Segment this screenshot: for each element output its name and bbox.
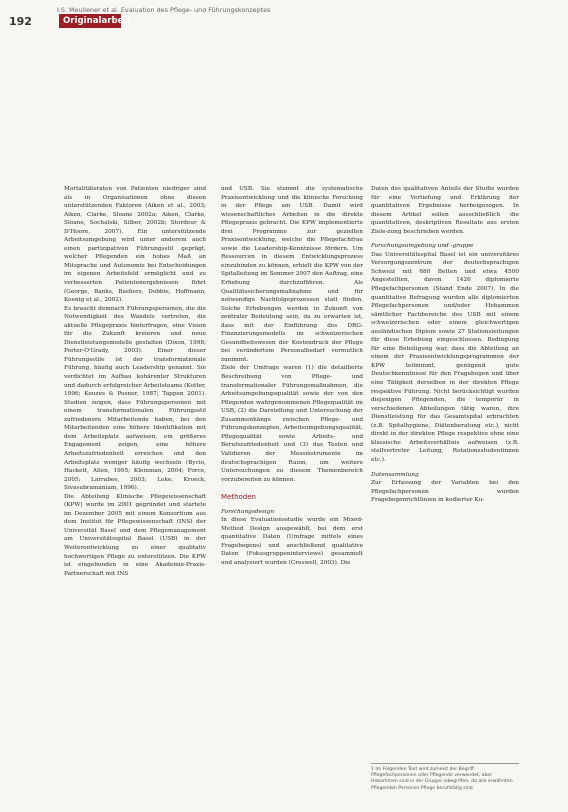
subheading-data-collection: Datensammlung (371, 471, 419, 478)
text-column-2 (221, 185, 363, 810)
paragraph: Mortalitätsraten von Patienten niedriger sind als in Organisationen ohne diesen unterstützenden Faktoren (Aiken et al., 2003; Aiken, Clarke, Sloane 2002a; Aiken, Clarke, Sloane, Sochalski, Silber, 2002b; Stordeur & D'Hoore, 2007). Ein unterstützende Arbeitsumgebung wird unter anderem auch einen partizipativen Führungsstil geprägt, welcher Pflegenden ein hohes Maß an Mitsprache und Autonomie bei Entscheidungen im eigenen Arbeitsfeld ermöglicht und zu verbesserten Patientenergebnissen führt (George, Banks, Bashers, Dobbie, Hoffmann, Koenig et al., 2002). (64, 186, 206, 304)
paragraph: In diese Evaluationsstudie wurde ein Mixed-Method Design ausgewählt, bei dem erst quantitative Daten (Umfrage mittels eines Fragebogens) und anschließend qualitative Daten (Fokusgruppeninterviews) gesammelt und analysiert wurden (Creswell, 2003). Die (221, 517, 363, 566)
subheading-research-design: Forschungsdesign (221, 508, 275, 515)
running-head: I.S. Meullener et al. Evaluation des Pflege- und Führungskonzeptes (57, 6, 271, 14)
paragraph: Daten des qualitativen Anteils der Studie wurden für eine Vertiefung und Erklärung der quantitativen Ergebnisse herbeigezogen. In diesem Artikel sollen ausschließlich die quantitativen, deskriptiven Resultate aus ersten Ziele-zung beschrieben werden. (371, 186, 519, 235)
text-column-3 (371, 185, 519, 765)
paragraph: Ziele der Umfrage waren (1) die detaillierte Beschreibung von Pflege- und transformationaler Führungsmaßnahmen, die Arbeitsumgebungsqualität sowie der von den Pflegenden wahrgenommenen Pflegequalität im USB, (2) die Darstellung und Untersuchung der Zusammenhänge zwischen Pflege- und Führungskonzepten, Arbeitsumgebungsqualität, Pflegequalität sowie Arbeits- und Berufszufriedenheit und (3) das Testen und Validieren der Messinstrumente im deutschsprachigen Raum, um weitere Untersuchungen zu diesem Themenbereich vorzubereiten zu können. (221, 365, 363, 483)
text-column-1 (64, 185, 206, 810)
page-number: 192 (9, 15, 32, 28)
paragraph: Zur Erfassung der Variablen bei den Pflegefachpersonen wurden Fragebogenrichtlinien in kodierter Ku- (371, 480, 519, 504)
section-heading-methods: Methoden (221, 493, 256, 502)
subheading-setting: Forschungsumgebung und -gruppe (371, 243, 474, 250)
paragraph: Die Abteilung Klinische Pflegewissenschaft (KPW) wurde im 2001 gegründet und startete im Dezember 2005 mit einem Konsortium aus dem Institut für Pflegewissenschaft (INS) der Universität Basel und dem Pflegemanagement am Universitätsspital Basel (USB) in der Weiterentwicklung zu einer qualitativ hochwertigen Pflege zu unterstützen. Die KPW ist eingebunden in eine Akademie-Praxis-Partnerschaft mit INS (64, 493, 206, 577)
paragraph: Das Universitätsspital Basel ist ein universitäres Versorgungszentrum der deutschsprachigen Schweiz mit 680 Betten und etwa 4500 Angestellten, davon 1426 diplomierte Pflegefachpersonen (Stand Ende 2007). In die quantitative Befragung wurden alle diplomierten Pflegefachpersonen und/oder Hebammen sämtlicher Fachbereiche des USB mit einem schweizerischen oder einem gleichwertigen ausländischen Diplom sowie 27 Stationsleitungen für diese Erhebung eingeschlossen. Bedingung für eine Beteiligung war, dass die Abteilung an einem der Praxisentwicklungsprogrammen der KPW teilnimmt, genügend gute Deutschkenntnisse für den Fragebogen und über eine Tätigkeit derselben in der direkten Pflege respektive Führung. Nicht berücksichtigt wurden diejenigen Pflegenden, die temporär in verschiedenen Abteilungen tätig waren, ihre Dienstleistung für das Gesamtspital erbrachten (z.B. Spitalhygiene, Diätenberatung etc.), nicht direkt in der direkten Pflege respektive ohne eine klassische Arbeitsverhältnis aufweisen (z.B. stellvertreter Leitung, Rotationsstudentinnen etc.). (371, 251, 519, 463)
paragraph: Es braucht demnach Führungspersonen, die die Notwendigkeit des Wandels vertreten, die aktuelle Pflegepraxis hinterfragen, eine Vision für die Zukunft kreieren und neue Dienstleistungsmodelle gestalten (Dixon, 1998; Porter-O'Grady, 2003). Einer dieser Führungsstile ist der transformationale Führung, häufig auch Leadership genannt. Sie verdichtet im Aufbau kohärenter Strukturen und dadurch erfolgreicher Arbeitsteams (Kotter, 1996; Kouzes & Posner, 1987; Tappen 2001). Studien zeigen, dass Führungspersonen mit einem transformationalen Führungsstil zufriedenere Mitarbeitende haben, bei den Mitarbeitenden eine höhere Identifikation mit dem Arbeitsplatz aufweisen, ein größeres Engagement zeigen, eine höhere Arbeitszufriedenheit erreichen und den Arbeitsplatz weniger häufig wechseln (Bycio, Hackett, Allen, 1995; Kleinman, 2004; Force, 2005; Larrabee, 2003; Loke, Kroeck, Sivasubramaniam, 1996). (64, 305, 206, 492)
section-label: Originalarbeit (59, 14, 121, 28)
paragraph: und USB. Sie stemmt die systematische Praxisentwicklung und die klinische Forschung in der Pflege am USB. Damit wird wissenschaftliches Arbeiten in die direkte Pflegepraxis gebracht. Die KPW implementierte drei Programme zur gezielten Praxisentwicklung, welche die Pflegefachfrau sowie die Leadership-Kenntnisse fördern. Um Ressourcen in diesem Entwicklungsprozess einzubinden zu können, erhielt die KPW von der Spitalleitung im Sommer 2007 den Auftrag, eine Erhebung durchzuführen. Als Qualitätssicherungsmaßnahme und für notwendige Nachfolgeprozessen statt finden. Solche Erhebungen werden in Zukunft von zentraler Bedeutung sein, da zu erwarten ist, dass mit der Einführung des DRG-Finanzierungsmodells im schweizerischen Gesundheitswesen der Kostendruck der Pflege bei verändertem Personalbedarf vermutlich zunimmt. (221, 186, 363, 363)
footnote: 1 Im Folgenden Text wird zumeist der Begriff Pflegefachpersonen oder Pflegende verwendet, aber Hebammen sind in der Gruppe inbegriffen, da alle erwähnten Pflegenden Personen Pflege berufstätig sind. (371, 763, 519, 792)
